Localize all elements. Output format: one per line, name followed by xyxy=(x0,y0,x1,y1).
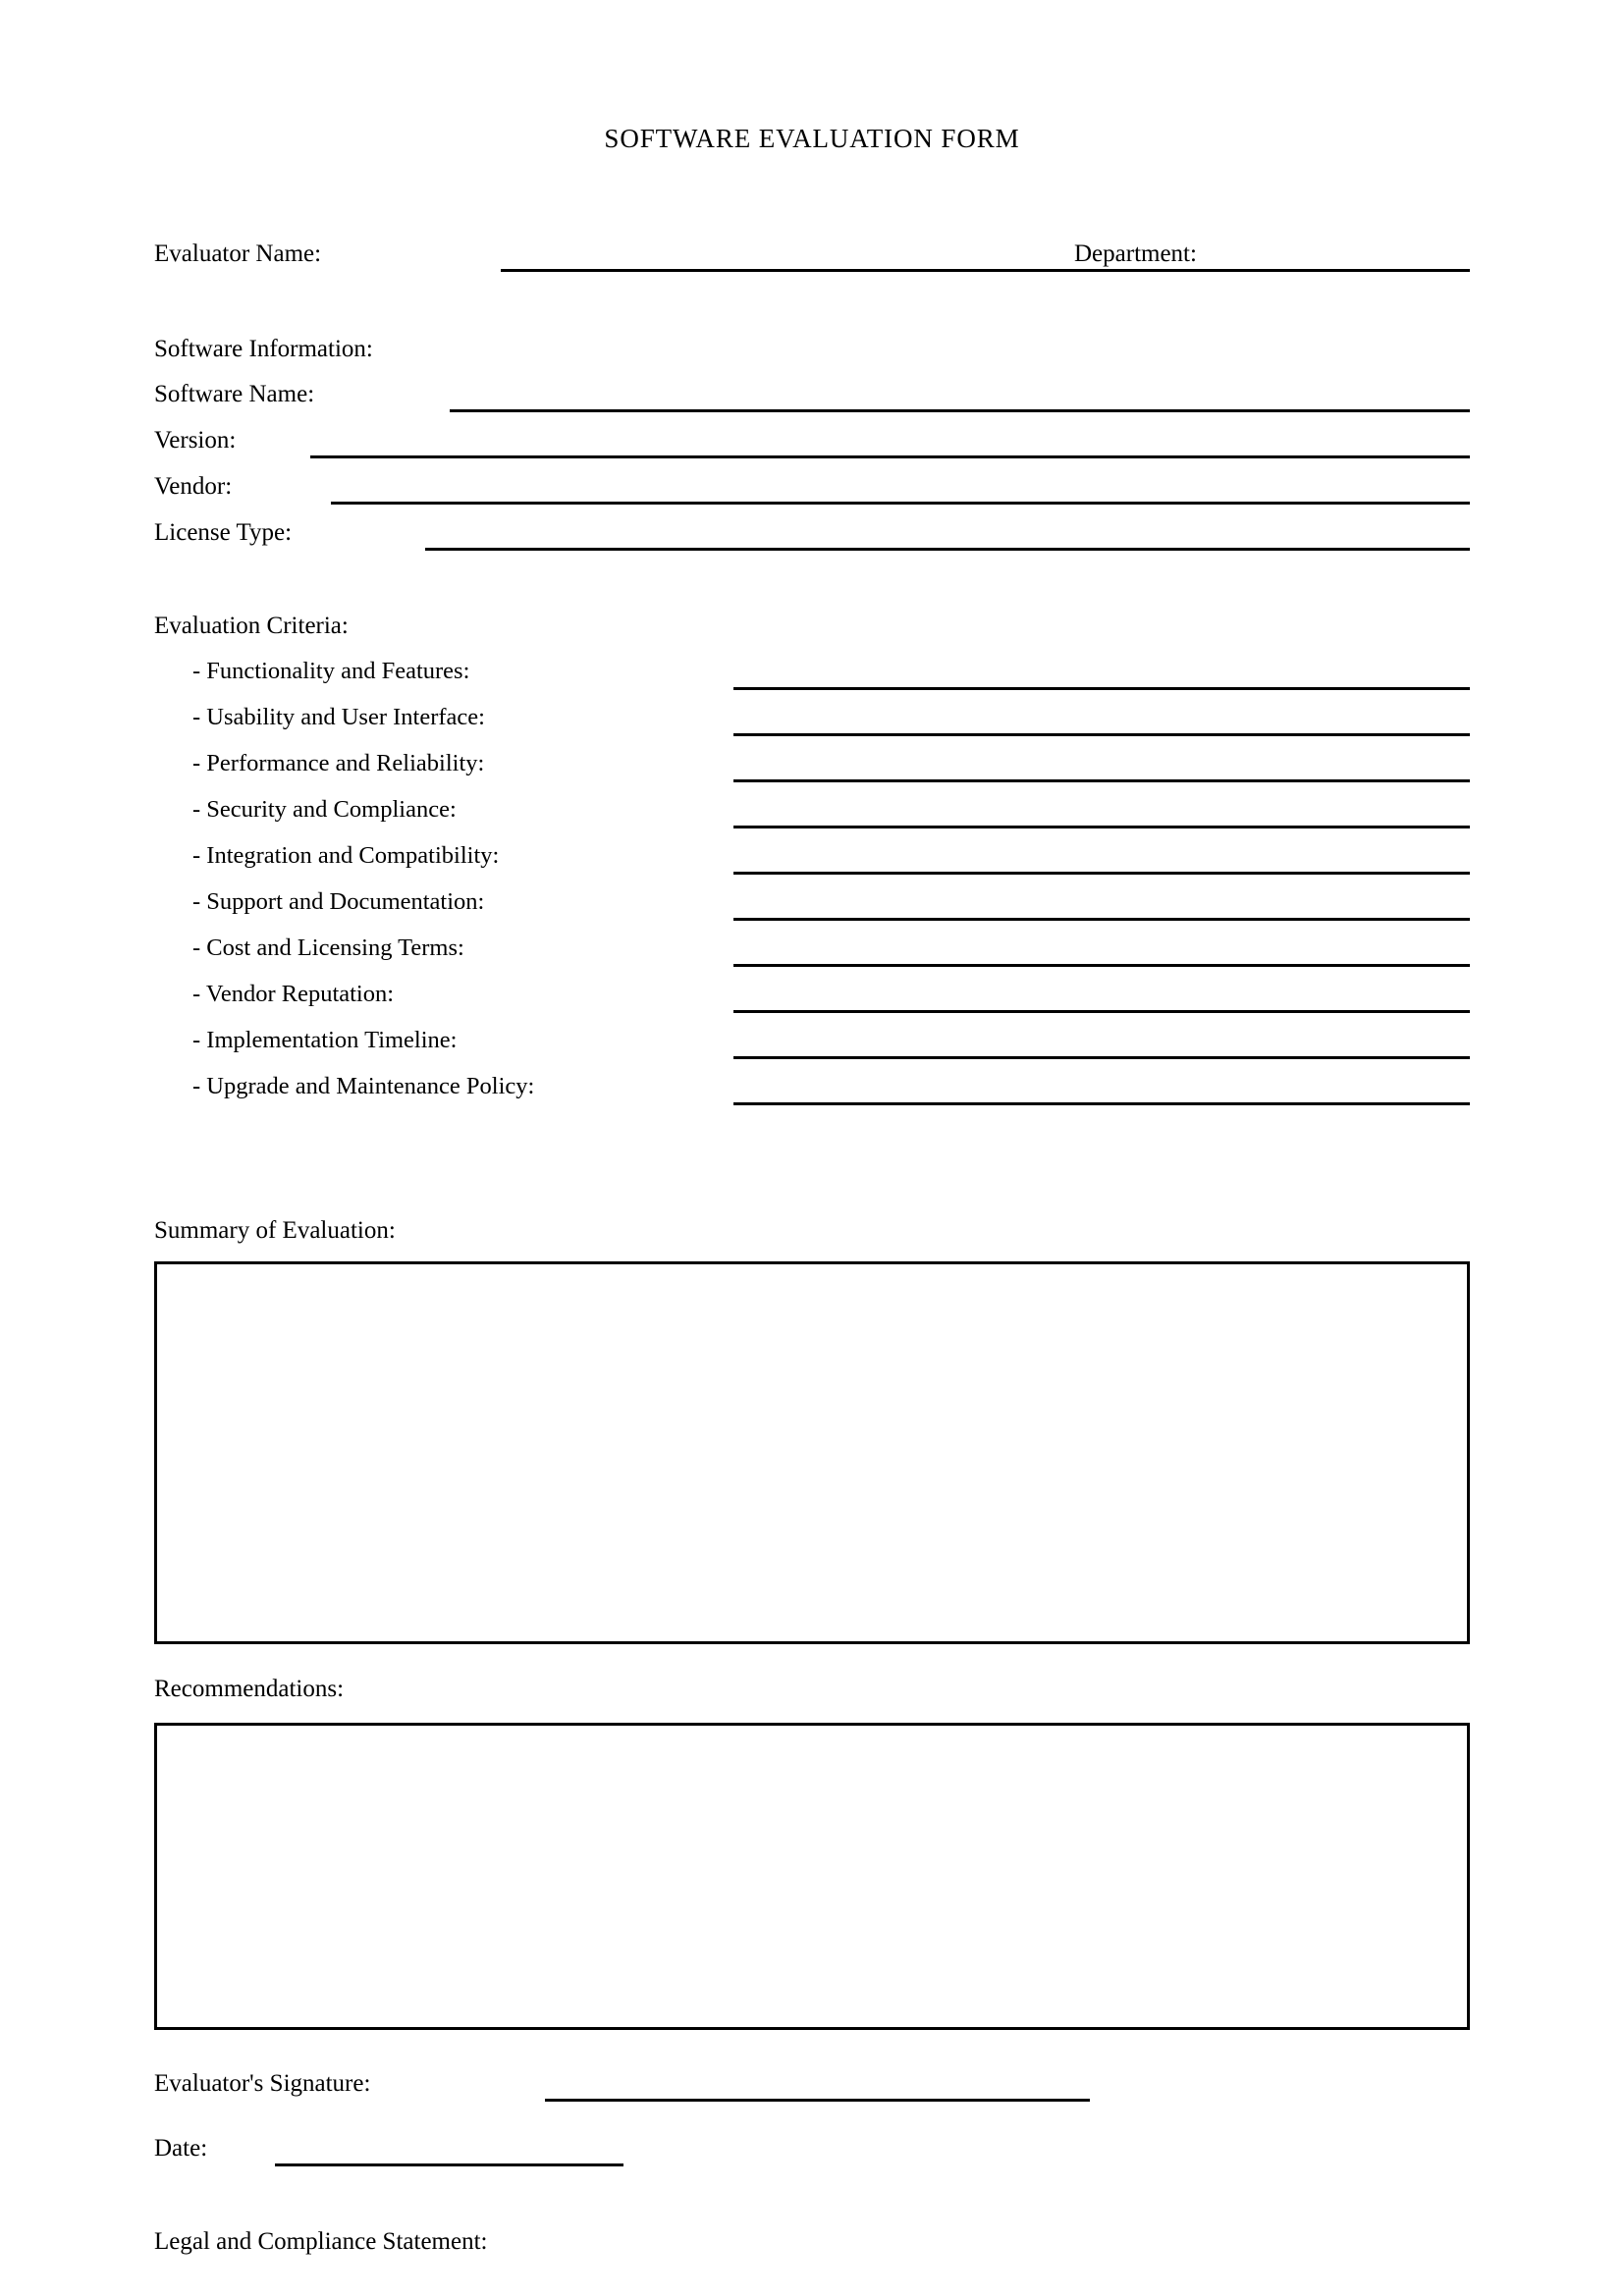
criteria-item-integration-and-compatibility-label: - Integration and Compatibility: xyxy=(192,842,500,869)
criteria-item-upgrade-and-maintenance-policy-input-line[interactable] xyxy=(733,1102,1470,1105)
criteria-item-vendor-reputation-label: - Vendor Reputation: xyxy=(192,981,395,1007)
criteria-item-implementation-timeline-input-line[interactable] xyxy=(733,1056,1470,1059)
criteria-item-support-and-documentation-input-line[interactable] xyxy=(733,918,1470,921)
evaluator-name-input-line[interactable] xyxy=(501,269,1470,272)
page-title: SOFTWARE EVALUATION FORM xyxy=(604,124,1020,153)
software-name-label: Software Name: xyxy=(154,381,315,407)
criteria-item-performance-and-reliability-input-line[interactable] xyxy=(733,779,1470,782)
criteria-item-functionality-and-features-label: - Functionality and Features: xyxy=(192,658,470,684)
legal-and-compliance-statement-label: Legal and Compliance Statement: xyxy=(154,2228,488,2255)
recommendations-label: Recommendations: xyxy=(154,1676,345,1702)
criteria-item-implementation-timeline-label: - Implementation Timeline: xyxy=(192,1027,458,1053)
criteria-item-security-and-compliance-input-line[interactable] xyxy=(733,826,1470,828)
criteria-item-security-and-compliance-label: - Security and Compliance: xyxy=(192,796,457,823)
license-type-label: License Type: xyxy=(154,519,293,546)
vendor-input-line[interactable] xyxy=(331,502,1470,505)
criteria-item-integration-and-compatibility-input-line[interactable] xyxy=(733,872,1470,875)
software-information-section-label: Software Information: xyxy=(154,336,373,362)
criteria-item-upgrade-and-maintenance-policy-label: - Upgrade and Maintenance Policy: xyxy=(192,1073,535,1099)
license-type-input-line[interactable] xyxy=(425,548,1470,551)
summary-of-evaluation-textbox[interactable] xyxy=(154,1261,1470,1644)
criteria-item-support-and-documentation-label: - Support and Documentation: xyxy=(192,888,485,915)
criteria-item-cost-and-licensing-terms-input-line[interactable] xyxy=(733,964,1470,967)
evaluator-signature-input-line[interactable] xyxy=(545,2099,1090,2102)
evaluator-name-label: Evaluator Name: xyxy=(154,240,322,267)
department-label: Department: xyxy=(1074,240,1197,267)
summary-of-evaluation-label: Summary of Evaluation: xyxy=(154,1217,396,1244)
criteria-item-cost-and-licensing-terms-label: - Cost and Licensing Terms: xyxy=(192,934,464,961)
date-label: Date: xyxy=(154,2135,208,2162)
evaluator-signature-label: Evaluator's Signature: xyxy=(154,2070,371,2097)
criteria-item-usability-and-user-interface-input-line[interactable] xyxy=(733,733,1470,736)
vendor-label: Vendor: xyxy=(154,473,233,500)
version-label: Version: xyxy=(154,427,237,454)
version-input-line[interactable] xyxy=(310,455,1470,458)
date-input-line[interactable] xyxy=(275,2163,623,2166)
criteria-item-vendor-reputation-input-line[interactable] xyxy=(733,1010,1470,1013)
criteria-item-functionality-and-features-input-line[interactable] xyxy=(733,687,1470,690)
recommendations-textbox[interactable] xyxy=(154,1723,1470,2030)
criteria-item-performance-and-reliability-label: - Performance and Reliability: xyxy=(192,750,485,776)
criteria-item-usability-and-user-interface-label: - Usability and User Interface: xyxy=(192,704,485,730)
evaluation-criteria-section-label: Evaluation Criteria: xyxy=(154,613,349,639)
software-name-input-line[interactable] xyxy=(450,409,1470,412)
